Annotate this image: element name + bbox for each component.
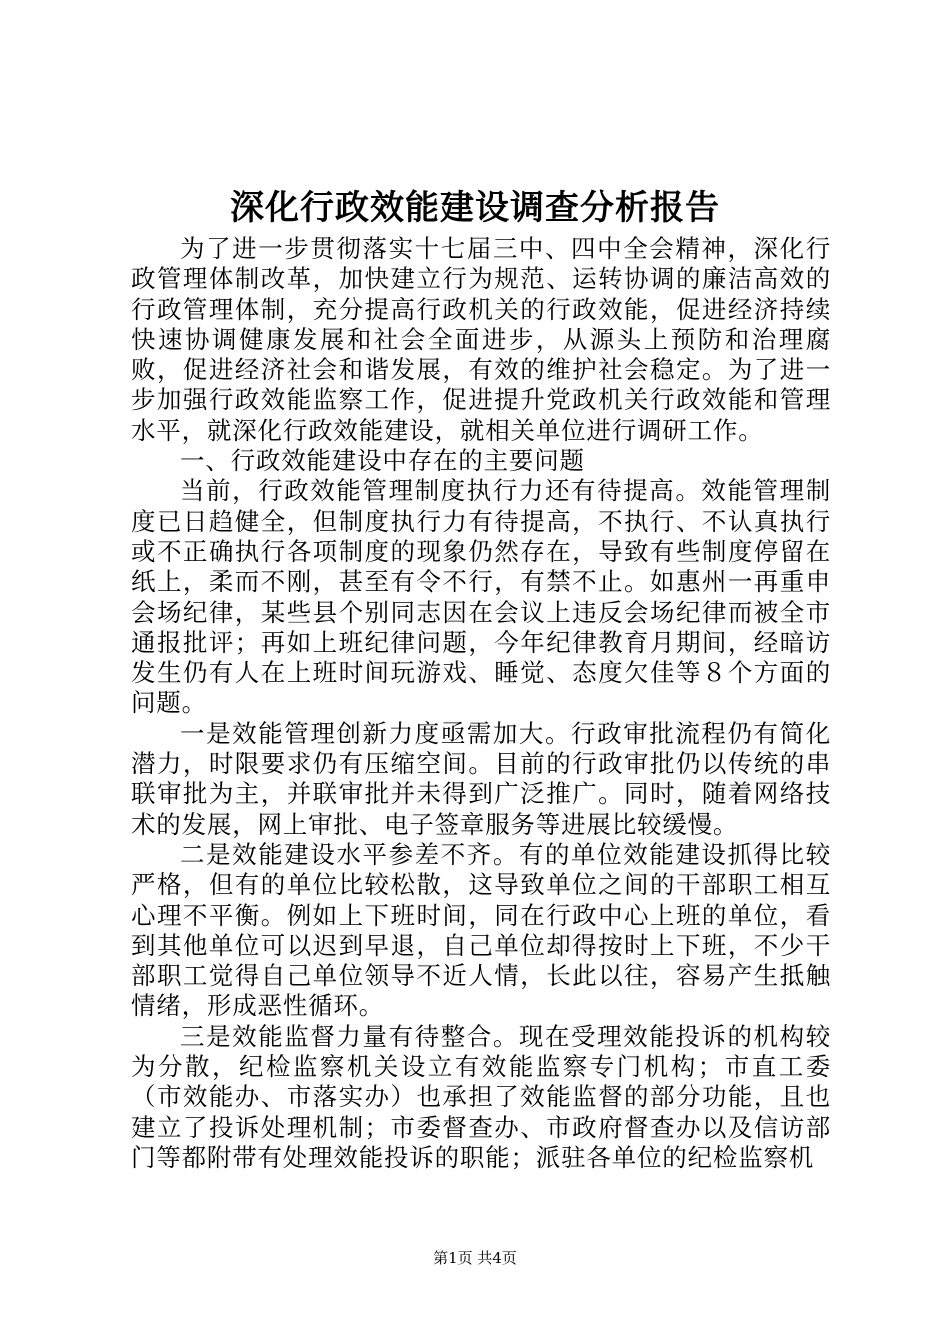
paragraph-point-1: 一是效能管理创新力度亟需加大。行政审批流程仍有简化潜力，时限要求仍有压缩空间。目前的行政审批仍以传统的串联审批为主，并联审批并未得到广泛推广。同时，随着网络技术的发展，网上审批、电子签章服务等进展比较缓慢。 xyxy=(131,718,831,839)
document-body xyxy=(131,234,831,1173)
paragraph-intro: 为了进一步贯彻落实十七届三中、四中全会精神，深化行政管理体制改革，加快建立行为规范、运转协调的廉洁高效的行政管理体制，充分提高行政机关的行政效能，促进经济持续快速协调健康发展和社会全面进步，从源头上预防和治理腐败，促进经济社会和谐发展，有效的维护社会稳定。为了进一步加强行政效能监察工作，促进提升党政机关行政效能和管理水平，就深化行政效能建设，就相关单位进行调研工作。 xyxy=(131,234,831,445)
section-heading-1: 一、行政效能建设中存在的主要问题 xyxy=(180,446,585,476)
paragraph-point-2: 二是效能建设水平参差不齐。有的单位效能建设抓得比较严格，但有的单位比较松散，这导致单位之间的干部职工相互心理不平衡。例如上下班时间，同在行政中心上班的单位，看到其他单位可以迟到早退，自己单位却得按时上下班，不少干部职工觉得自己单位领导不近人情，长此以往，容易产生抵触情绪，形成恶性循环。 xyxy=(131,839,831,1021)
page-number-footer: 第1页 共4页 xyxy=(433,1249,517,1267)
paragraph-execution: 当前，行政效能管理制度执行力还有待提高。效能管理制度已日趋健全，但制度执行力有待提高，不执行、不认真执行或不正确执行各项制度的现象仍然存在，导致有些制度停留在纸上，柔而不刚，甚至有令不行，有禁不止。如惠州一再重申会场纪律，某些县个别同志因在会议上违反会场纪律而被全市通报批评；再如上班纪律问题，今年纪律教育月期间，经暗访发生仍有人在上班时间玩游戏、睡觉、态度欠佳等８个方面的问题。 xyxy=(131,476,831,718)
paragraph-point-3: 三是效能监督力量有待整合。现在受理效能投诉的机构较为分散，纪检监察机关设立有效能监察专门机构；市直工委（市效能办、市落实办）也承担了效能监督的部分功能，且也建立了投诉处理机制；市委督查办、市政府督查办以及信访部门等都附带有处理效能投诉的职能；派驻各单位的纪检监察机 xyxy=(131,1021,831,1172)
document-title: 深化行政效能建设调查分析报告 xyxy=(230,188,720,228)
